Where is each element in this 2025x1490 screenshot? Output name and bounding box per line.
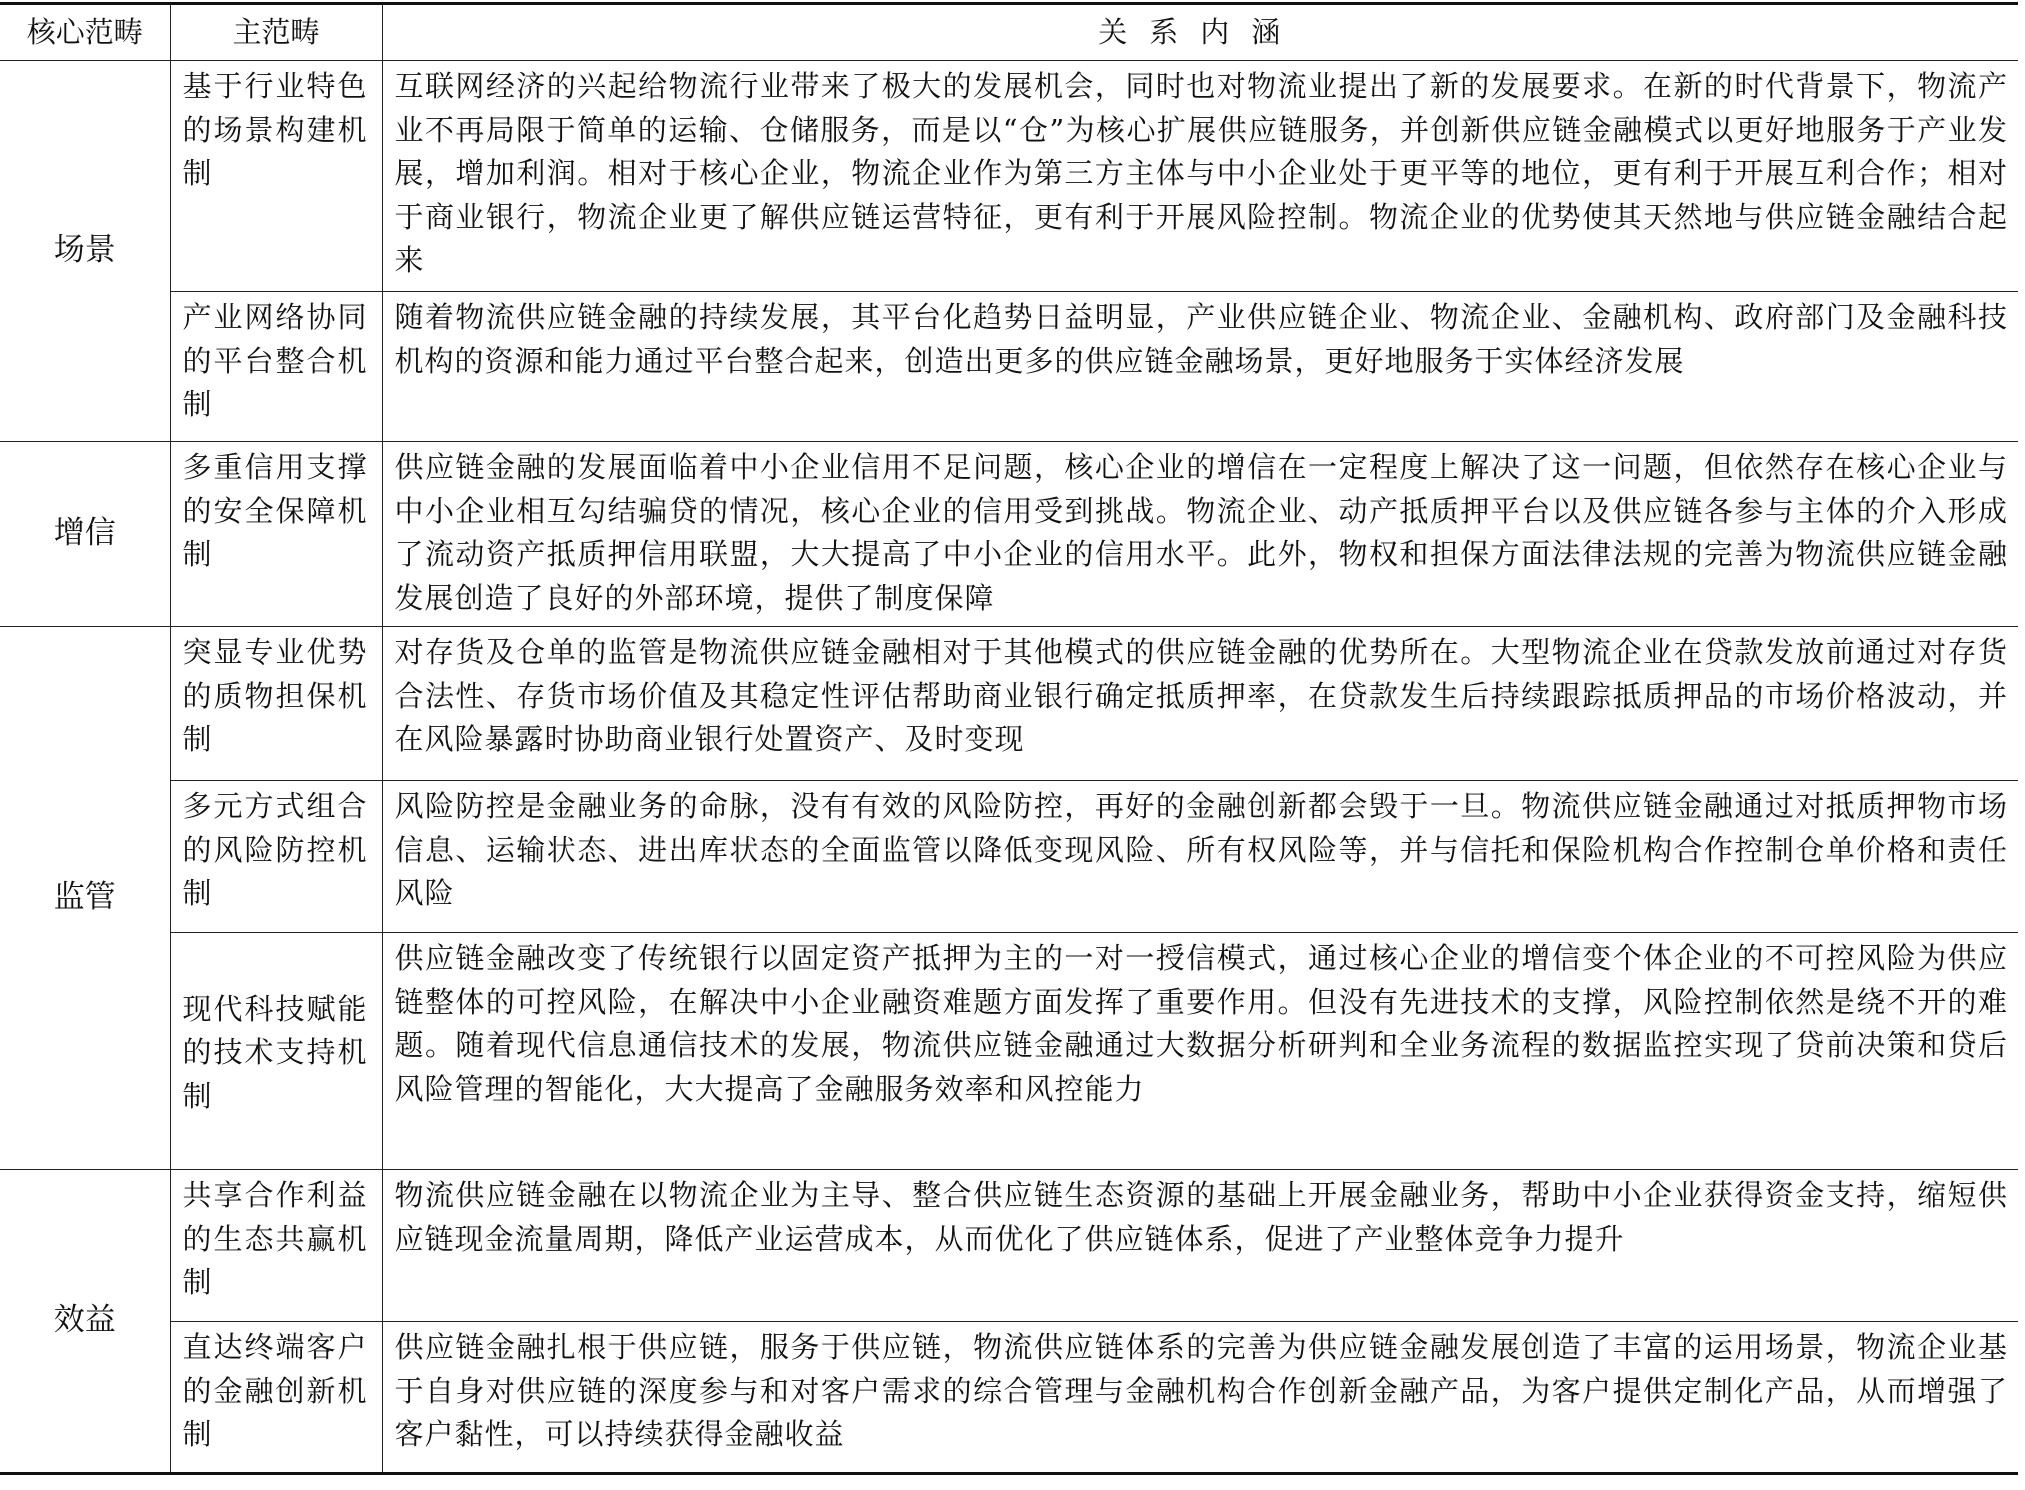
relation-cell: 互联网经济的兴起给物流行业带来了极大的发展机会，同时也对物流业提出了新的发展要求。在新的时代背景下，物流产业不再局限于简单的运输、仓储服务，而是以“仓”为核心扩展供应链服务，并创新供应链金融模式以更好地服务于产业发展，增加利润。相对于核心企业，物流企业作为第三方主体与中小企业处于更平等的地位，更有利于开展互利合作；相对于商业银行，物流企业更了解供应链运营特征，更有利于开展风险控制。物流企业的优势使其天然地与供应链金融结合起来 xyxy=(382,61,2018,292)
table-row xyxy=(0,442,2018,627)
relation-cell: 供应链金融扎根于供应链，服务于供应链，物流供应链体系的完善为供应链金融发展创造了丰富的运用场景，物流企业基于自身对供应链的深度参与和对客户需求的综合管理与金融机构合作创新金融产品，为客户提供定制化产品，从而增强了客户黏性，可以持续获得金融收益 xyxy=(382,1322,2018,1474)
table-row xyxy=(0,627,2018,781)
table-row xyxy=(0,1170,2018,1322)
table-row xyxy=(0,292,2018,442)
relation-cell: 风险防控是金融业务的命脉，没有有效的风险防控，再好的金融创新都会毁于一旦。物流供应链金融通过对抵质押物市场信息、运输状态、进出库状态的全面监管以降低变现风险、所有权风险等，并与信托和保险机构合作控制仓单价格和责任风险 xyxy=(382,781,2018,933)
main-category-cell: 突显专业优势的质物担保机制 xyxy=(170,627,382,781)
table-row xyxy=(0,1322,2018,1474)
relation-cell: 对存货及仓单的监管是物流供应链金融相对于其他模式的供应链金融的优势所在。大型物流企业在贷款发放前通过对存货合法性、存货市场价值及其稳定性评估帮助商业银行确定抵质押率，在贷款发生后持续跟踪抵质押品的市场价格波动，并在风险暴露时协助商业银行处置资产、及时变现 xyxy=(382,627,2018,781)
main-category-cell: 多重信用支撑的安全保障机制 xyxy=(170,442,382,627)
table-row xyxy=(0,61,2018,292)
relation-cell: 随着物流供应链金融的持续发展，其平台化趋势日益明显，产业供应链企业、物流企业、金融机构、政府部门及金融科技机构的资源和能力通过平台整合起来，创造出更多的供应链金融场景，更好地服务于实体经济发展 xyxy=(382,292,2018,442)
relation-cell: 供应链金融改变了传统银行以固定资产抵押为主的一对一授信模式，通过核心企业的增信变个体企业的不可控风险为供应链整体的可控风险，在解决中小企业融资难题方面发挥了重要作用。但没有先进技术的支撑，风险控制依然是绕不开的难题。随着现代信息通信技术的发展，物流供应链金融通过大数据分析研判和全业务流程的数据监控实现了贷前决策和贷后风险管理的智能化，大大提高了金融服务效率和风控能力 xyxy=(382,933,2018,1170)
main-category-cell: 直达终端客户的金融创新机制 xyxy=(170,1322,382,1474)
relation-cell: 供应链金融的发展面临着中小企业信用不足问题，核心企业的增信在一定程度上解决了这一问题，但依然存在核心企业与中小企业相互勾结骗贷的情况，核心企业的信用受到挑战。物流企业、动产抵质押平台以及供应链各参与主体的介入形成了流动资产抵质押信用联盟，大大提高了中小企业的信用水平。此外，物权和担保方面法律法规的完善为物流供应链金融发展创造了良好的外部环境，提供了制度保障 xyxy=(382,442,2018,627)
core-category-cell: 监管 xyxy=(0,627,170,1170)
table-row xyxy=(0,781,2018,933)
main-category-cell: 现代科技赋能的技术支持机制 xyxy=(170,933,382,1170)
core-category-cell: 场景 xyxy=(0,61,170,442)
header-main-category: 主范畴 xyxy=(170,4,382,61)
table-header-row xyxy=(0,4,2018,61)
mechanism-table xyxy=(0,2,2018,1475)
main-category-cell: 产业网络协同的平台整合机制 xyxy=(170,292,382,442)
main-category-cell: 共享合作利益的生态共赢机制 xyxy=(170,1170,382,1322)
core-category-cell: 效益 xyxy=(0,1170,170,1474)
core-category-cell: 增信 xyxy=(0,442,170,627)
header-core-category: 核心范畴 xyxy=(0,4,170,61)
header-relation: 关系内涵 xyxy=(382,4,2018,61)
main-category-cell: 基于行业特色的场景构建机制 xyxy=(170,61,382,292)
table-row xyxy=(0,933,2018,1170)
relation-cell: 物流供应链金融在以物流企业为主导、整合供应链生态资源的基础上开展金融业务，帮助中小企业获得资金支持，缩短供应链现金流量周期，降低产业运营成本，从而优化了供应链体系，促进了产业整体竞争力提升 xyxy=(382,1170,2018,1322)
main-category-cell: 多元方式组合的风险防控机制 xyxy=(170,781,382,933)
